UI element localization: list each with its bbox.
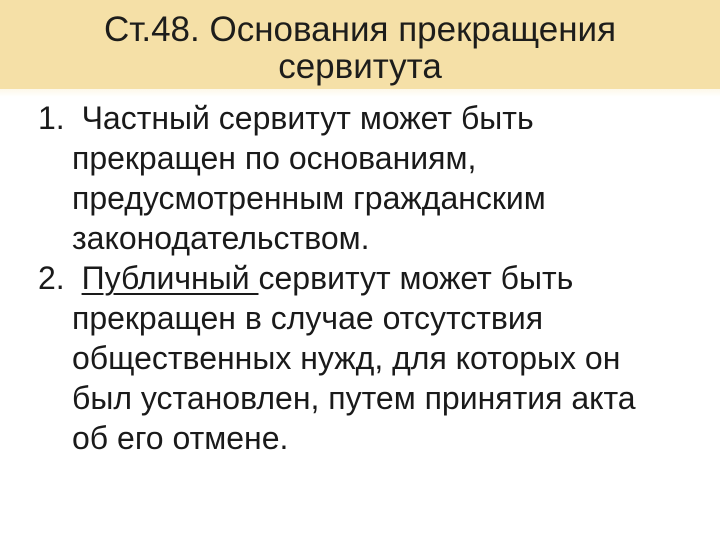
item-1-text: Частный сервитут может быть прекращен по основаниям, предусмотренным гражданским законодательством. xyxy=(72,100,546,256)
slide-title-line-1: Ст.48. Основания прекращения xyxy=(103,10,617,49)
list-item-1 xyxy=(38,98,664,258)
item-1-number: 1. xyxy=(38,100,65,136)
list-item-2 xyxy=(38,258,664,458)
item-2-underlined-term: Публичный xyxy=(81,260,259,296)
header-divider xyxy=(0,89,720,97)
slide-title-line-2: сервитута xyxy=(278,47,442,86)
slide-title-bar xyxy=(0,0,720,89)
slide-body xyxy=(0,97,720,458)
item-2-number: 2. xyxy=(38,260,65,296)
item-2-text: сервитут может быть прекращен в случае отсутствия общественных нужд, для которых он был установлен, путем принятия акта об его отмене. xyxy=(72,260,636,456)
